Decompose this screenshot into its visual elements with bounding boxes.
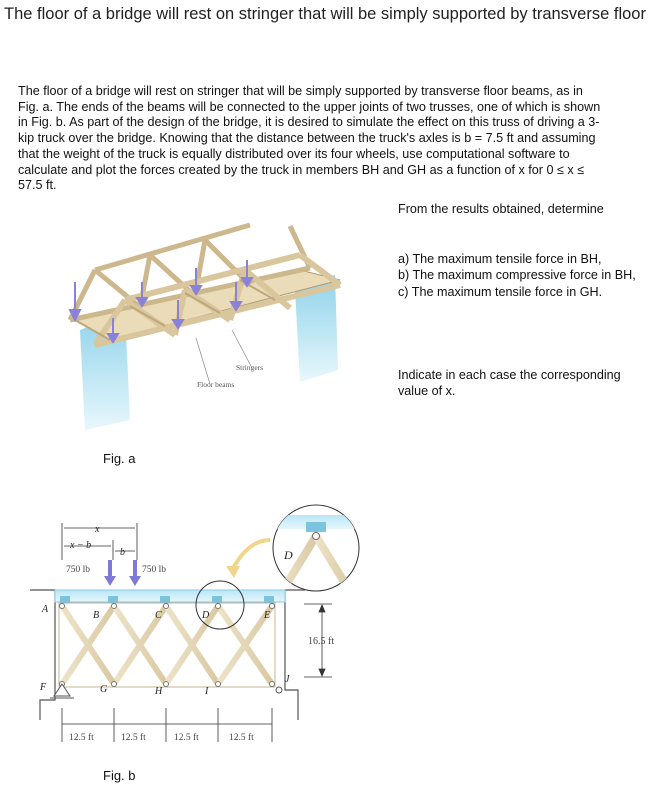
joint-H: H: [155, 686, 163, 697]
dim-b: b: [120, 547, 125, 558]
joint-I: I: [205, 686, 209, 697]
detail-inset: [270, 505, 365, 600]
note-text: Indicate in each case the corresponding value of x.: [398, 368, 621, 399]
joint-J: J: [285, 674, 290, 685]
span-4-label: 12.5 ft: [229, 733, 254, 743]
span-3-label: 12.5 ft: [174, 733, 199, 743]
joint-B: B: [93, 610, 100, 621]
height-label: 16.5 ft: [308, 636, 335, 647]
joint-G: G: [100, 684, 108, 695]
joint-F: F: [40, 682, 47, 693]
question-b: b) The maximum compressive force in BH,: [398, 268, 636, 283]
dim-x-minus-b: x − b: [70, 540, 92, 551]
joint-D: D: [202, 610, 210, 621]
truck-loads: [104, 560, 141, 586]
span-1-label: 12.5 ft: [69, 733, 94, 743]
load-left-label: 750 lb: [66, 565, 91, 575]
fig-a-caption: Fig. a: [103, 451, 136, 466]
problem-statement: The floor of a bridge will rest on stringer that will be simply supported by transverse floor beams, as in Fig. a. The ends of the beams will be connected to the upper joints of two trusses, one of which is shown in Fig. b. As part of the design of the bridge, it is desired to simulate the effect on this truss of driving a 3-kip truck over the bridge. Knowing that the distance between the truck's axles is b = 7.5 ft and assuming that the weight of the truck is equally distributed over its four wheels, use computational software to calculate and plot the forces created by the truck in members BH and GH as a function of x for 0 ≤ x ≤ 57.5 ft.: [18, 84, 601, 193]
joint-E: E: [264, 610, 271, 621]
detail-label: D: [284, 548, 293, 562]
question-c: c) The maximum tensile force in GH.: [398, 284, 603, 299]
span-2-label: 12.5 ft: [121, 733, 146, 743]
question-a: a) The maximum tensile force in BH,: [398, 252, 602, 266]
joint-A: A: [42, 604, 49, 615]
load-right-label: 750 lb: [142, 565, 167, 575]
floor-beams-label: Floor beams: [197, 380, 235, 389]
dim-x: x: [95, 524, 100, 535]
stringers-label: Stringers: [236, 363, 264, 372]
fig-b-caption: Fig. b: [103, 768, 136, 783]
intro-text: From the results obtained, determine: [398, 202, 604, 216]
page-title: The floor of a bridge will rest on stringer that will be simply supported by transverse floor: [4, 5, 646, 23]
joint-C: C: [155, 610, 162, 621]
detail-arrow: [232, 540, 270, 570]
